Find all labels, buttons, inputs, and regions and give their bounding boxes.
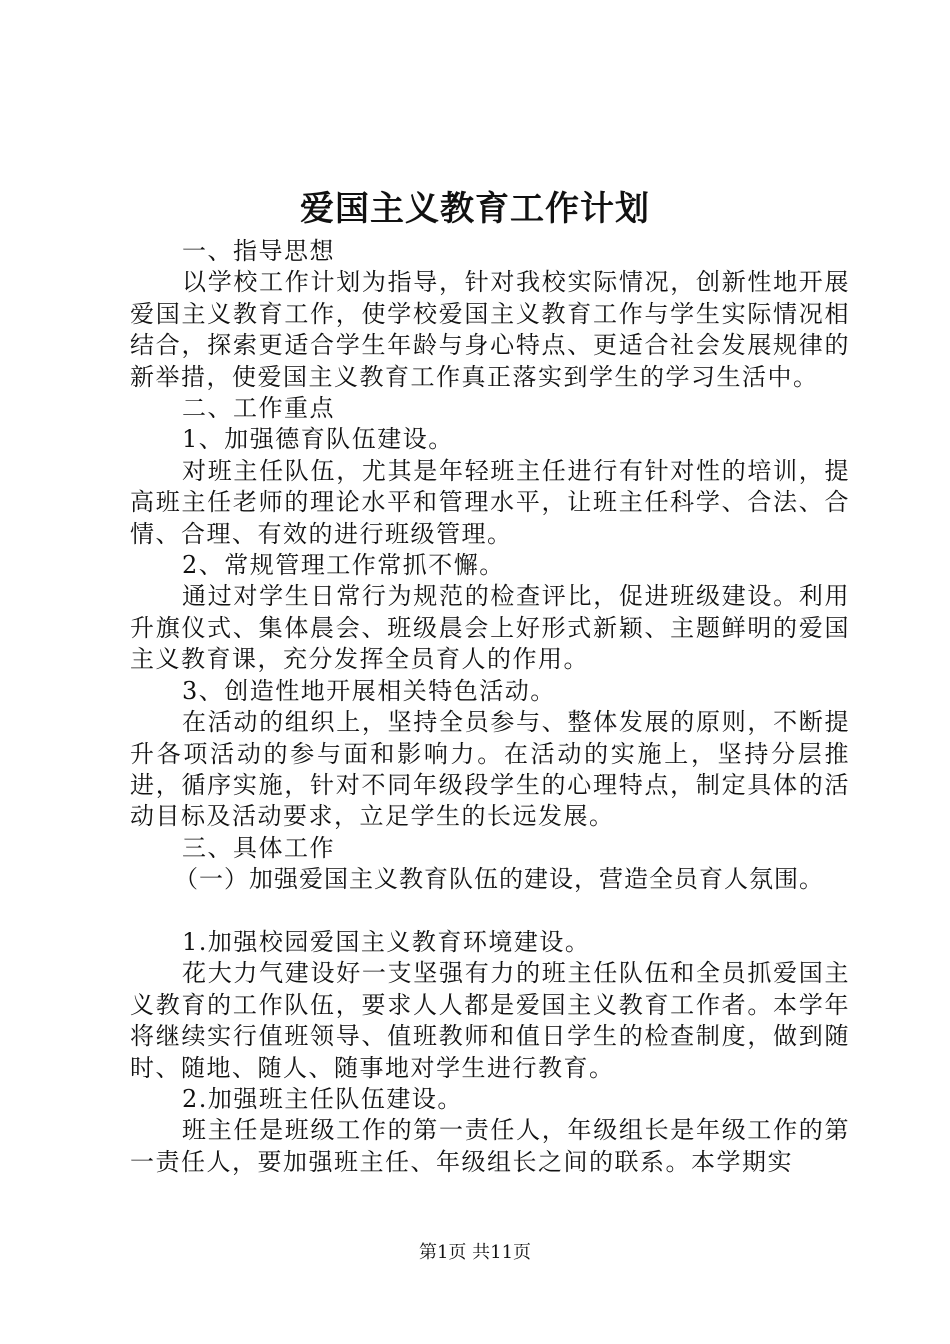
subsection-heading: （一）加强爱国主义教育队伍的建设，营造全员育人氛围。 xyxy=(174,865,824,894)
paragraph: 花大力气建设好一支坚强有力的班主任队伍和全员抓爱国主义教育的工作队伍，要求人人都是爱国主义教育工作者。本学年将继续实行值班领导、值班教师和值日学生的检查制度，做到随时、随地、随人、随事地对学生进行教育。 xyxy=(130,959,850,1082)
subsection-heading: 2.加强班主任队伍建设。 xyxy=(182,1084,463,1113)
paragraph-gap xyxy=(130,896,850,927)
subsection-heading: 3、创造性地开展相关特色活动。 xyxy=(182,676,556,705)
paragraph: 对班主任队伍，尤其是年轻班主任进行有针对性的培训，提高班主任老师的理论水平和管理水平，让班主任科学、合法、合情、合理、有效的进行班级管理。 xyxy=(130,456,850,548)
paragraph: 以学校工作计划为指导，针对我校实际情况，创新性地开展爱国主义教育工作，使学校爱国主义教育工作与学生实际情况相结合，探索更适合学生年龄与身心特点、更适合社会发展规律的新举措，使爱国主义教育工作真正落实到学生的学习生活中。 xyxy=(130,268,850,391)
subsection-heading: 2、常规管理工作常抓不懈。 xyxy=(182,551,505,580)
page-number: 第1页 共11页 xyxy=(418,1242,532,1263)
section-heading: 二、工作重点 xyxy=(182,394,335,423)
paragraph: 在活动的组织上，坚持全员参与、整体发展的原则，不断提升各项活动的参与面和影响力。在活动的实施上，坚持分层推进，循序实施，针对不同年级段学生的心理特点，制定具体的活动目标及活动要求，立足学生的长远发展。 xyxy=(130,708,850,831)
section-heading: 三、具体工作 xyxy=(182,833,335,862)
document-body xyxy=(130,236,850,1178)
section-heading: 一、指导思想 xyxy=(182,237,335,265)
paragraph: 通过对学生日常行为规范的检查评比，促进班级建设。利用升旗仪式、集体晨会、班级晨会上好形式新颖、主题鲜明的爱国主义教育课，充分发挥全员育人的作用。 xyxy=(130,582,850,674)
paragraph: 班主任是班级工作的第一责任人，年级组长是年级工作的第一责任人，要加强班主任、年级组长之间的联系。本学期实 xyxy=(130,1116,850,1176)
document-title: 爱国主义教育工作计划 xyxy=(300,189,650,229)
subsection-heading: 1、加强德育队伍建设。 xyxy=(182,425,454,454)
subsection-heading: 1.加强校园爱国主义教育环境建设。 xyxy=(182,927,591,956)
